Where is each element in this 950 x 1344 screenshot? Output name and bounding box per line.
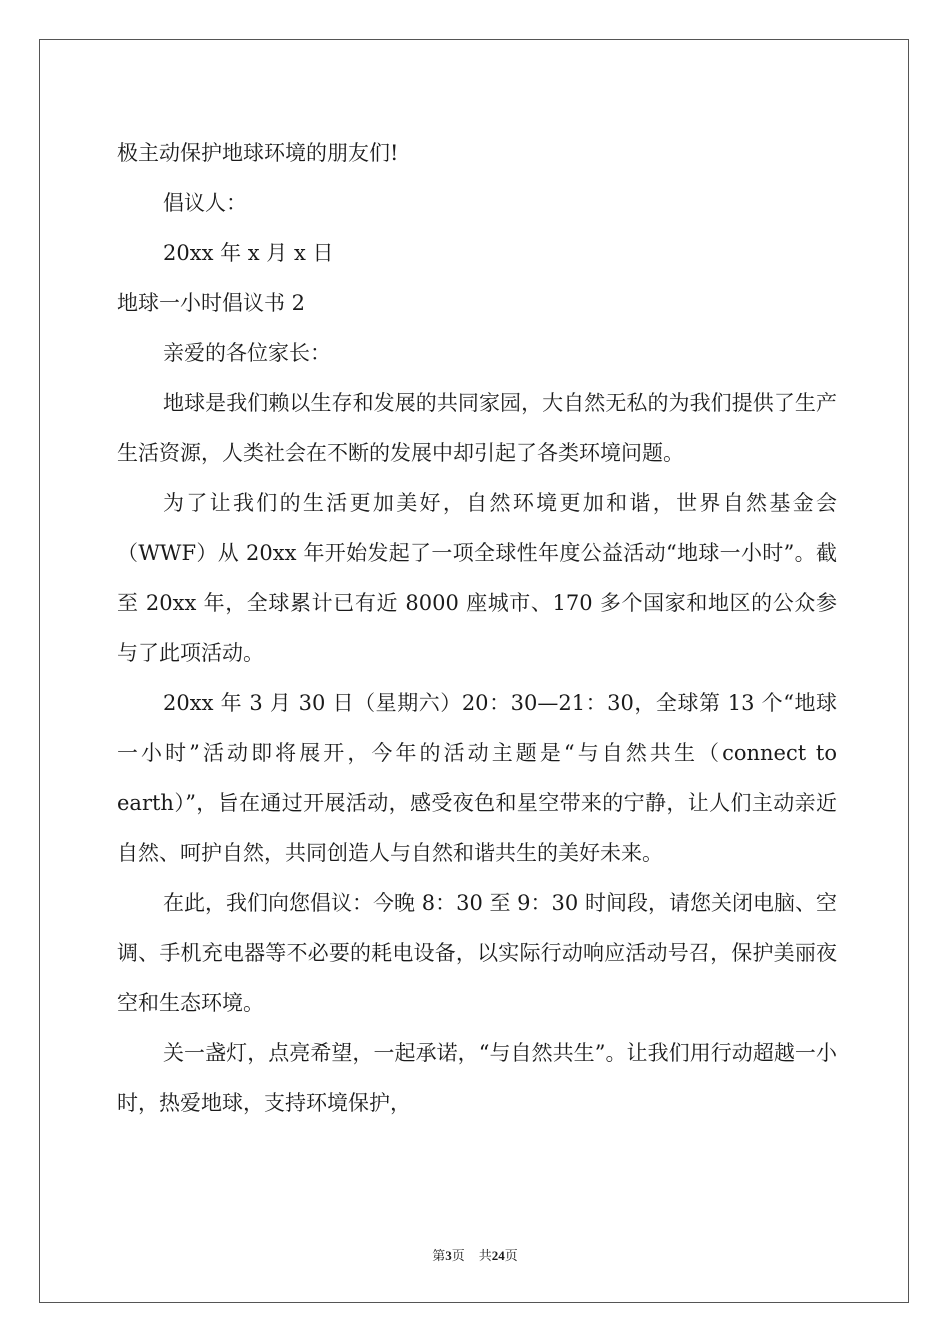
current-page-number: 3 xyxy=(445,1248,452,1263)
continued-text-line: 极主动保护地球环境的朋友们! xyxy=(117,141,399,165)
proposer-label: 倡议人： xyxy=(163,191,247,215)
document-body xyxy=(117,128,837,1128)
page-footer xyxy=(0,1245,950,1264)
total-prefix: 共 xyxy=(478,1249,492,1264)
total-suffix: 页 xyxy=(504,1249,518,1264)
body-paragraph: 在此，我们向您倡议：今晚 8：30 至 9：30 时间段，请您关闭电脑、空调、手机充电器等不必要的耗电设备，以实际行动响应活动号召，保护美丽夜空和生态环境。 xyxy=(117,891,837,1015)
page-prefix: 第 xyxy=(432,1249,446,1264)
total-page-count: 24 xyxy=(491,1248,505,1263)
salutation: 亲爱的各位家长： xyxy=(163,341,331,365)
body-paragraph: 地球是我们赖以生存和发展的共同家园，大自然无私的为我们提供了生产生活资源，人类社会在不断的发展中却引起了各类环境问题。 xyxy=(117,391,837,465)
body-paragraph: 20xx 年 3 月 30 日（星期六）20：30—21：30，全球第 13 个“地球一小时”活动即将展开，今年的活动主题是“与自然共生（connect to earth）”，旨在通过开展活动，感受夜色和星空带来的宁静，让人们主动亲近自然、呵护自然，共同创造人与自然和谐共生的美好未来。 xyxy=(117,691,837,865)
document-title: 地球一小时倡议书 2 xyxy=(117,291,306,315)
body-paragraph: 关一盏灯，点亮希望，一起承诺，“与自然共生”。让我们用行动超越一小时，热爱地球，支持环境保护， xyxy=(117,1041,837,1115)
page-suffix: 页 xyxy=(451,1249,465,1264)
date-line: 20xx 年 x 月 x 日 xyxy=(163,241,334,265)
body-paragraph: 为了让我们的生活更加美好，自然环境更加和谐，世界自然基金会（WWF）从 20xx 年开始发起了一项全球性年度公益活动“地球一小时”。截至 20xx 年，全球累计已有近 8000 座城市、170 多个国家和地区的公众参与了此项活动。 xyxy=(117,491,837,665)
